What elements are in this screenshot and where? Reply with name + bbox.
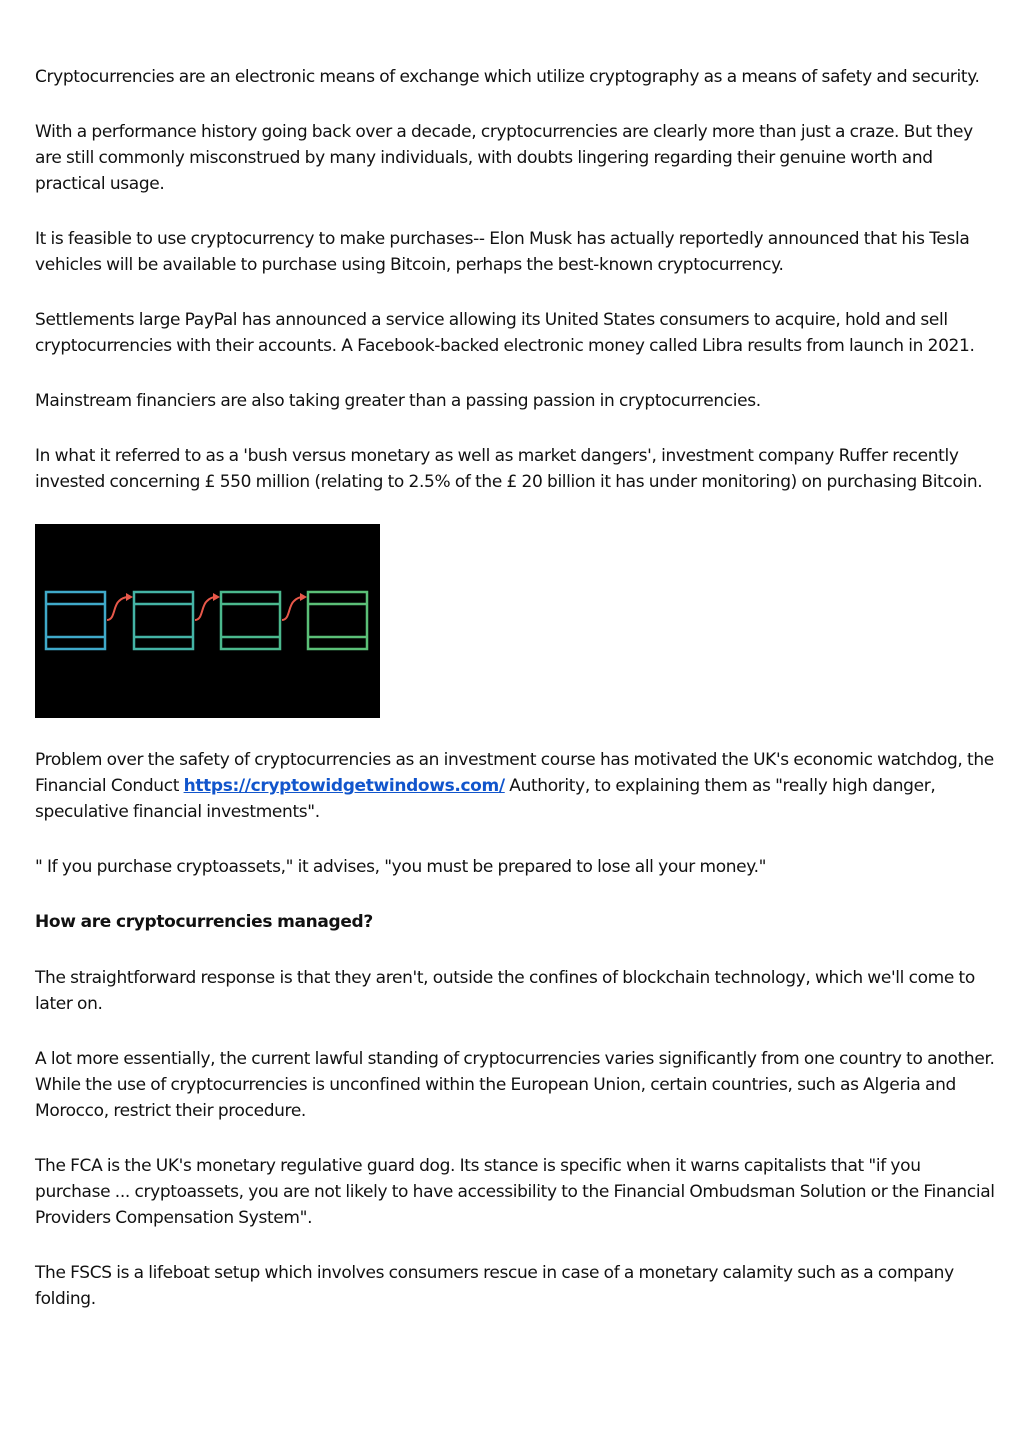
watchdog-text-before: Problem over the safety of cryptocurrencies as an investment course has motivated the UK's economic watchdog, the Financial Conduct bbox=[35, 750, 994, 796]
chain-block-3 bbox=[221, 592, 280, 649]
watchdog-text-after: Authority, to explaining them as "really high danger, speculative financial investments". bbox=[35, 776, 936, 822]
paragraph-intro: Cryptocurrencies are an electronic means of exchange which utilize cryptography as a means of safety and security. bbox=[35, 67, 980, 87]
paragraph-ruffer: In what it referred to as a 'bush versus monetary as well as market dangers', investment company Ruffer recently invested concerning £ 550 million (relating to 2.5% of the £ 20 billion it has under monitoring) on purchasing Bitcoin. bbox=[35, 446, 983, 492]
chain-block-1 bbox=[46, 592, 105, 649]
blockchain-diagram bbox=[35, 524, 380, 718]
paragraph-purchases: It is feasible to use cryptocurrency to make purchases-- Elon Musk has actually reportedly announced that his Tesla vehicles will be available to purchase using Bitcoin, perhaps the best-known cryptocurrency. bbox=[35, 229, 970, 275]
section-heading: How are cryptocurrencies managed? bbox=[35, 912, 373, 932]
paragraph-watchdog bbox=[35, 747, 995, 825]
paragraph-mainstream: Mainstream financiers are also taking greater than a passing passion in cryptocurrencies. bbox=[35, 391, 761, 411]
paragraph-legal-standing: A lot more essentially, the current lawful standing of cryptocurrencies varies significantly from one country to another. While the use of cryptocurrencies is unconfined within the European Union, certain countries, such as Algeria and Morocco, restrict their procedure. bbox=[35, 1049, 995, 1121]
paragraph-fca: The FCA is the UK's monetary regulative guard dog. Its stance is specific when it warns capitalists that "if you purchase ... cryptoassets, you are not likely to have accessibility to the Financial Ombudsman Solution or the Financial Providers Compensation System". bbox=[35, 1156, 995, 1228]
document-body bbox=[35, 64, 995, 1341]
paragraph-track-record: With a performance history going back over a decade, cryptocurrencies are clearly more than just a craze. But they are still commonly misconstrued by many individuals, with doubts lingering regarding their genuine worth and practical usage. bbox=[35, 122, 973, 194]
chain-block-2 bbox=[134, 592, 193, 649]
paragraph-warning-quote: " If you purchase cryptoassets," it advises, "you must be prepared to lose all your money." bbox=[35, 857, 767, 877]
paragraph-fscs: The FSCS is a lifeboat setup which involves consumers rescue in case of a monetary calamity such as a company folding. bbox=[35, 1263, 954, 1309]
chain-link-arrow-3 bbox=[282, 593, 307, 620]
blockchain-illustration bbox=[35, 524, 380, 718]
chain-link-arrow-2 bbox=[195, 593, 220, 620]
cryptowidget-link[interactable]: https://cryptowidgetwindows.com/ bbox=[183, 776, 505, 796]
chain-link-arrow-1 bbox=[107, 593, 133, 620]
chain-block-4 bbox=[308, 592, 367, 649]
paragraph-paypal: Settlements large PayPal has announced a service allowing its United States consumers to acquire, hold and sell cryptocurrencies with their accounts. A Facebook-backed electronic money called Libra results from launch in 2021. bbox=[35, 310, 975, 356]
paragraph-straightforward: The straightforward response is that they aren't, outside the confines of blockchain technology, which we'll come to later on. bbox=[35, 968, 975, 1014]
